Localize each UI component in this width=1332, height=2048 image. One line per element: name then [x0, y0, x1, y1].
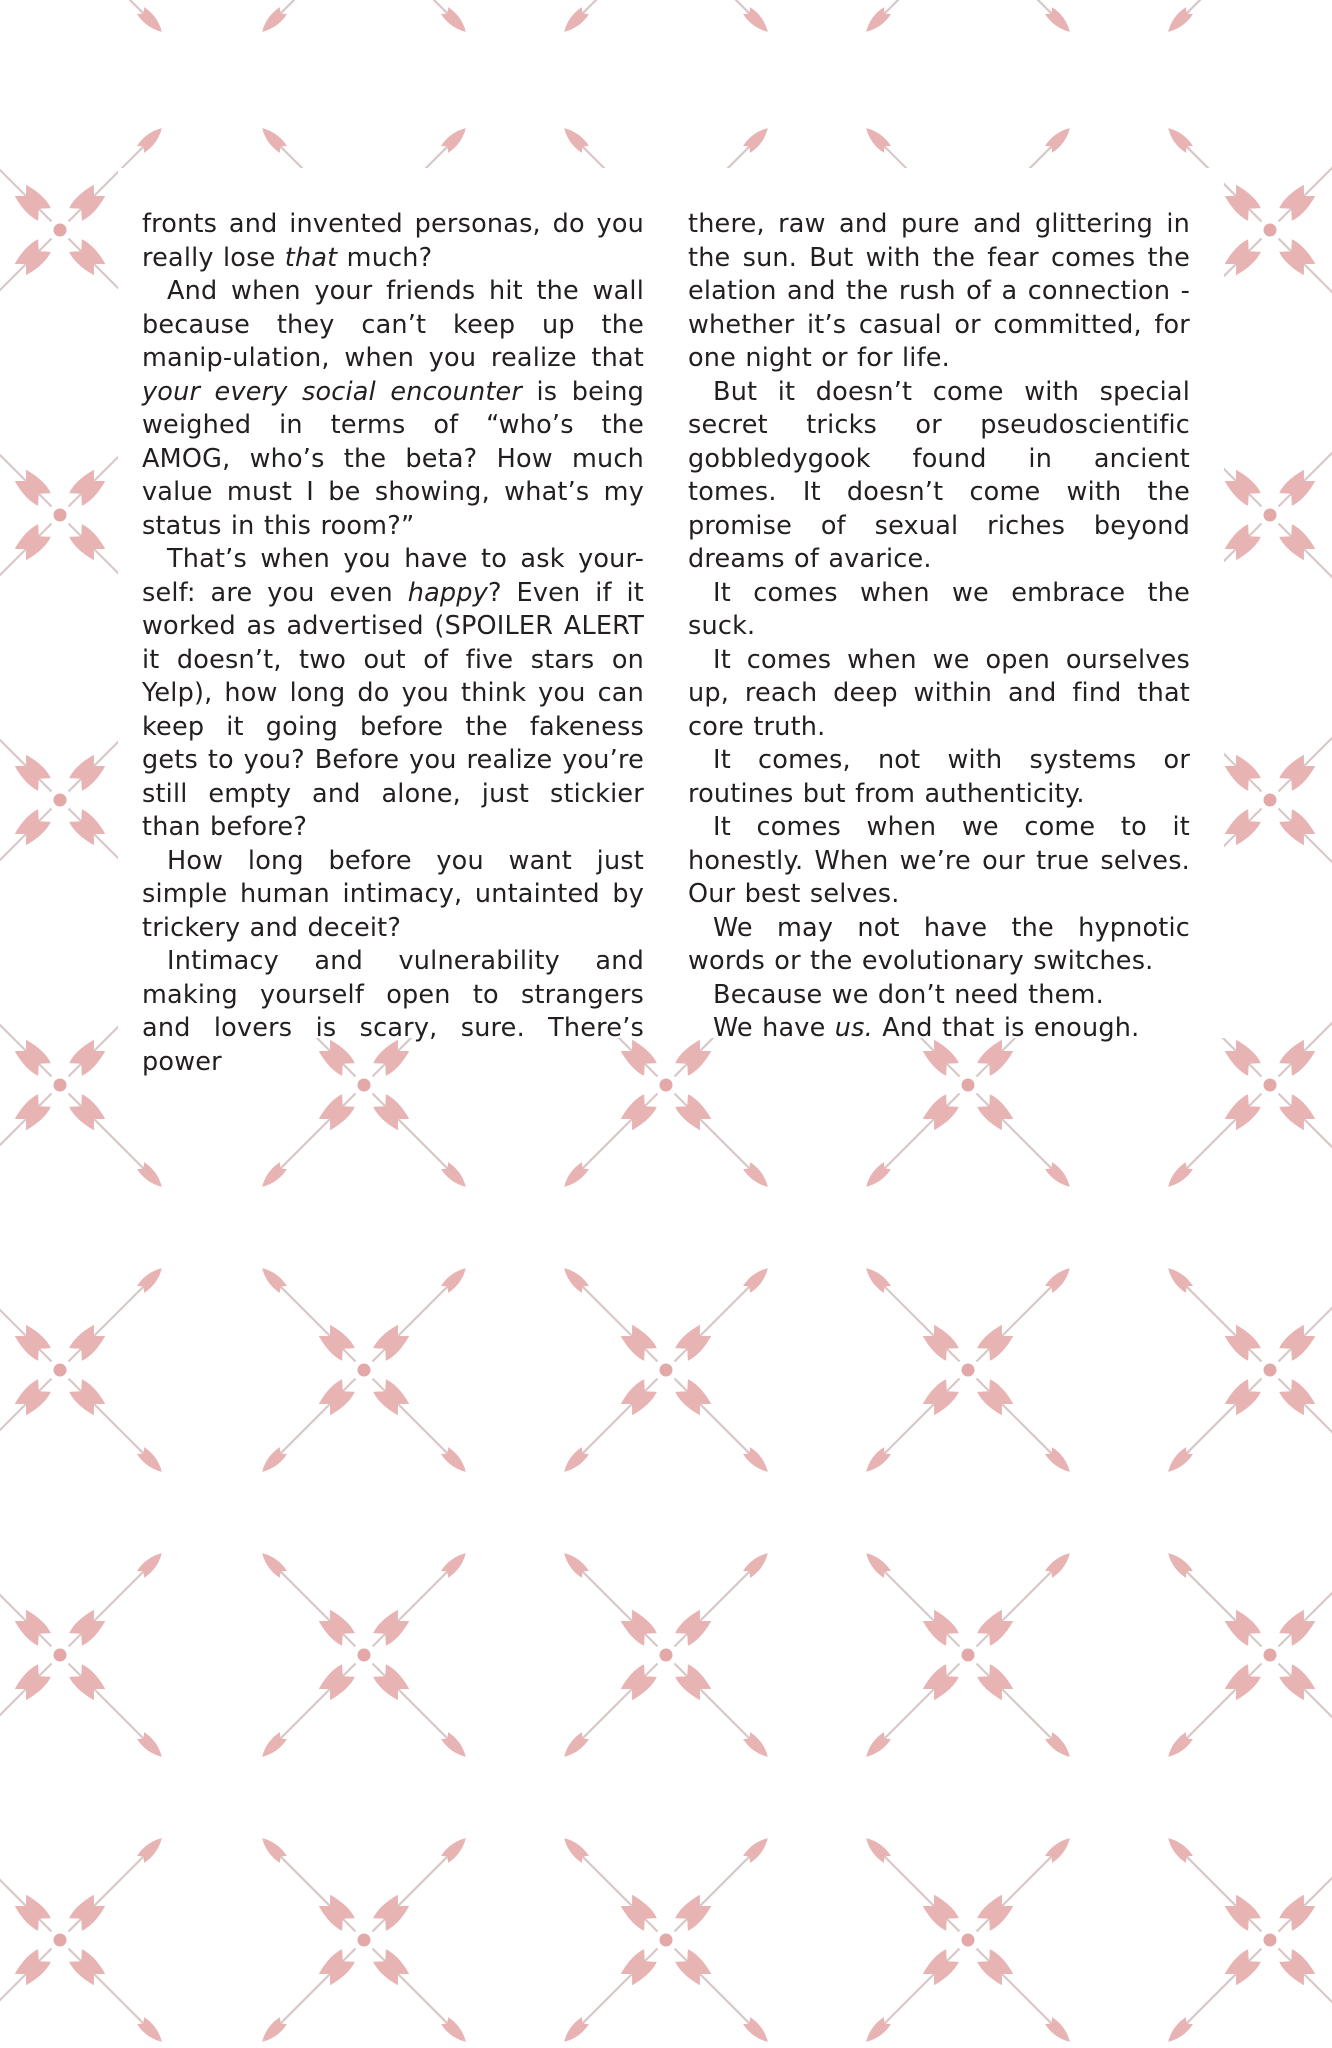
- paragraph: It comes when we come to it honestly. When we’re our true selves. Our best selves.: [688, 812, 1190, 909]
- emphasis: that: [284, 242, 338, 273]
- crossed-arrows-icon: [556, 0, 775, 40]
- crossed-arrows-icon: [858, 1830, 1077, 2048]
- paragraph: How long before you want just simple human intimacy, untainted by trickery and deceit?: [142, 845, 644, 943]
- paragraph: We may not have the hypnotic words or the evolutionary switches.: [688, 912, 1190, 976]
- paragraph: It comes when we embrace the suck.: [688, 577, 1190, 641]
- crossed-arrows-icon: [1160, 1545, 1332, 1764]
- paragraph: And when your friends hit the wall because they can’t keep up the manip-ulation, when you realize that your every social encounter is being weighed in terms of “who’s the AMOG, who’s the beta? How much value must I be showing, what’s my status in this room?”: [142, 276, 644, 541]
- emphasis: us.: [834, 1013, 873, 1043]
- crossed-arrows-icon: [254, 1545, 473, 1764]
- paragraph: fronts and invented personas, do you really lose that much?: [142, 209, 644, 273]
- crossed-arrows-icon: [556, 1545, 775, 1764]
- crossed-arrows-icon: [254, 0, 473, 40]
- crossed-arrows-icon: [0, 1545, 170, 1764]
- right-column: [688, 208, 1190, 1046]
- crossed-arrows-icon: [0, 1260, 170, 1479]
- crossed-arrows-icon: [1160, 1260, 1332, 1479]
- crossed-arrows-icon: [254, 1260, 473, 1479]
- crossed-arrows-icon: [858, 1545, 1077, 1764]
- crossed-arrows-icon: [254, 1830, 473, 2048]
- emphasis: happy: [407, 577, 488, 608]
- left-column: [142, 208, 644, 1079]
- paragraph: there, raw and pure and glittering in the sun. But with the fear comes the elation and the rush of a connection - whether it’s casual or committed, for one night or for life.: [688, 209, 1190, 373]
- crossed-arrows-icon: [858, 0, 1077, 40]
- paragraph: That’s when you have to ask your-self: are you even happy? Even if it worked as advertised (SPOILER ALERT it doesn’t, two out of five stars on Yelp), how long do you think you can keep it going before the fakeness gets to you? Before you realize you’re still empty and alone, just stickier than before?: [142, 544, 644, 842]
- paragraph: It comes, not with systems or routines but from authenticity.: [688, 745, 1190, 809]
- paragraph: It comes when we open ourselves up, reach deep within and find that core truth.: [688, 644, 1190, 742]
- paragraph: But it doesn’t come with special secret tricks or pseudoscientific gobbledygook found in ancient tomes. It doesn’t come with the promise of sexual riches beyond dreams of avarice.: [688, 376, 1190, 574]
- text-panel: [118, 168, 1224, 1077]
- crossed-arrows-icon: [0, 0, 170, 40]
- paragraph: Intimacy and vulnerability and making yourself open to strangers and lovers is scary, sure. There’s power: [142, 946, 644, 1077]
- crossed-arrows-icon: [1160, 1830, 1332, 2048]
- crossed-arrows-icon: [858, 1260, 1077, 1479]
- paragraph: We have us. And that is enough.: [713, 1013, 1140, 1043]
- emphasis: your every social encounter: [142, 376, 523, 407]
- crossed-arrows-icon: [556, 1260, 775, 1479]
- crossed-arrows-icon: [556, 1830, 775, 2048]
- paragraph: Because we don’t need them.: [713, 979, 1104, 1010]
- crossed-arrows-icon: [0, 1830, 170, 2048]
- crossed-arrows-icon: [1160, 0, 1332, 40]
